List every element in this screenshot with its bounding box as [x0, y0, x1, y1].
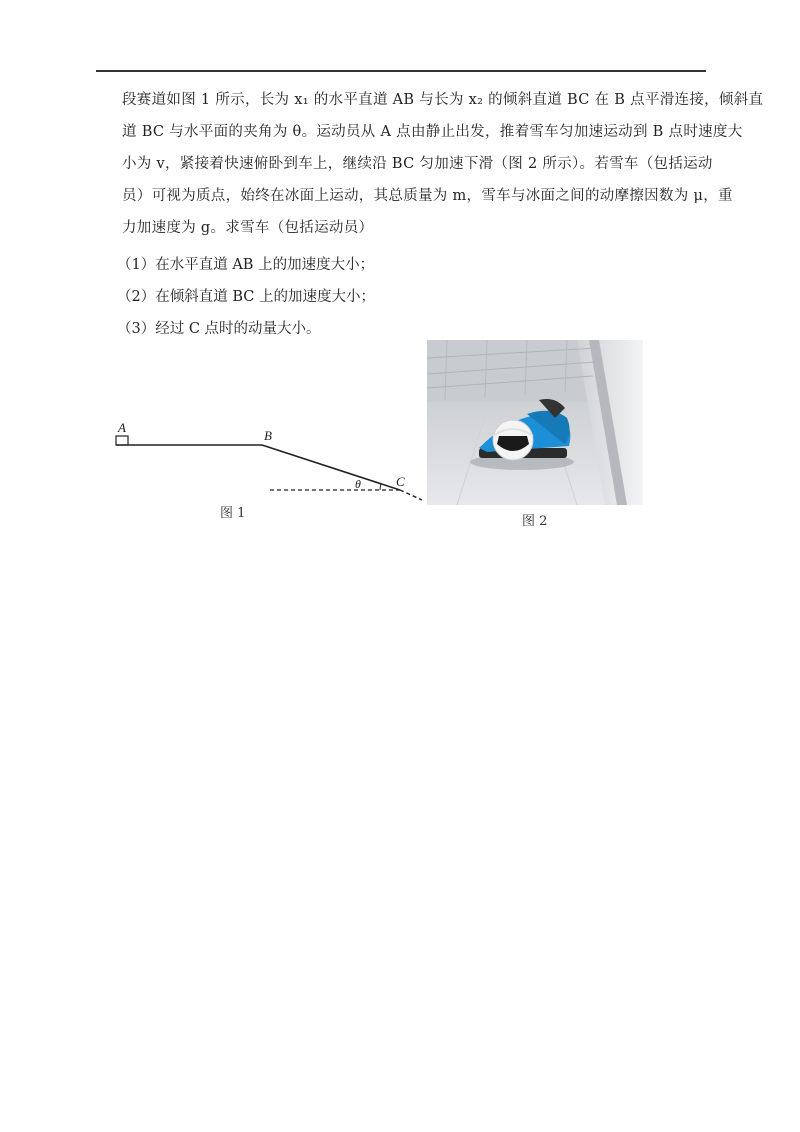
- top-rule: [96, 70, 706, 72]
- question-2: （2）在倾斜直道 BC 上的加速度大小；: [117, 289, 375, 305]
- figure-1-diagram: [110, 410, 430, 525]
- label-c: C: [396, 474, 405, 489]
- label-a: A: [118, 420, 126, 435]
- sled-block-a: [116, 436, 128, 445]
- figure-1-caption: 图 1: [220, 506, 246, 521]
- paragraph-line: 小为 v，紧接着快速俯卧到车上，继续沿 BC 匀加速下滑（图 2 所示）。若雪车（包括运动: [122, 156, 713, 172]
- skeleton-rider-illustration: [427, 340, 643, 505]
- track-extension-dashed: [400, 490, 422, 500]
- question-3: （3）经过 C 点时的动量大小。: [117, 321, 321, 337]
- paragraph-line: 段赛道如图 1 所示，长为 x₁ 的水平直道 AB 与长为 x₂ 的倾斜直道 BC 在 B 点平滑连接，倾斜直: [122, 92, 764, 108]
- problem-text: [122, 84, 764, 244]
- paragraph-line: 员）可视为质点，始终在冰面上运动，其总质量为 m，雪车与冰面之间的动摩擦因数为 μ，重: [122, 188, 733, 204]
- label-b: B: [264, 428, 272, 443]
- angle-arc: [380, 484, 381, 490]
- track-bc: [262, 445, 400, 490]
- figure-2-caption: 图 2: [522, 514, 548, 529]
- paragraph-line: 道 BC 与水平面的夹角为 θ。运动员从 A 点由静止出发，推着雪车匀加速运动到 B 点时速度大: [122, 124, 743, 140]
- label-theta: θ: [355, 477, 361, 491]
- question-1: （1）在水平直道 AB 上的加速度大小；: [117, 257, 375, 273]
- figure-2-photo: [427, 340, 643, 505]
- paragraph-line: 力加速度为 g。求雪车（包括运动员）: [122, 220, 374, 236]
